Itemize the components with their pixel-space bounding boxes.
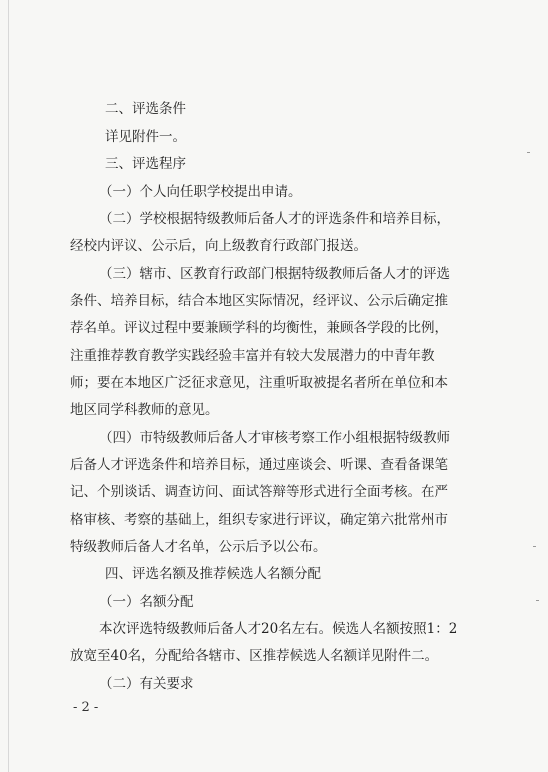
body-line: 经校内评议、公示后，向上级教育行政部门报送。 <box>70 238 367 254</box>
scan-speck <box>527 152 530 153</box>
body-line: 后备人才评选条件和培养目标，通过座谈会、听课、查看备课笔 <box>70 457 448 473</box>
section-heading-procedure: 三、评选程序 <box>105 156 186 172</box>
body-line: 荐名单。评议过程中要兼顾学科的均衡性，兼顾各学段的比例， <box>70 320 448 336</box>
body-line: （四）市特级教师后备人才审核考察工作小组根据特级教师 <box>99 430 450 446</box>
body-line: 本次评选特级教师后备人才20名左右。候选人名额按照1：2 <box>99 621 458 637</box>
scan-speck <box>536 600 539 601</box>
body-line: 师；要在本地区广泛征求意见，注重听取被提名者所在单位和本 <box>70 375 448 391</box>
body-line: 格审核、考察的基础上，组织专家进行评议，确定第六批常州市 <box>70 512 448 528</box>
section-heading-quota: 四、评选名额及推荐候选人名额分配 <box>105 566 321 582</box>
body-line: 条件、培养目标，结合本地区实际情况，经评议、公示后确定推 <box>70 293 448 309</box>
body-line: 放宽至40名，分配给各辖市、区推荐候选人名额详见附件二。 <box>70 648 439 664</box>
section-heading-criteria: 二、评选条件 <box>105 101 186 117</box>
body-line: 详见附件一。 <box>105 129 186 145</box>
body-line: 特级教师后备人才名单，公示后予以公布。 <box>70 539 327 555</box>
body-line: （二）学校根据特级教师后备人才的评选条件和培养目标， <box>99 211 450 227</box>
page-number: - 2 - <box>73 700 99 715</box>
body-line: 注重推荐教育教学实践经验丰富并有较大发展潜力的中青年教 <box>70 348 435 364</box>
subsection-heading: （一）名额分配 <box>99 594 194 610</box>
body-line: 记、个别谈话、调查访问、面试答辩等形式进行全面考核。在严 <box>70 484 448 500</box>
body-line: （三）辖市、区教育行政部门根据特级教师后备人才的评选 <box>99 266 450 282</box>
body-line: （一）个人向任职学校提出申请。 <box>99 184 302 200</box>
subsection-heading: （二）有关要求 <box>99 676 194 692</box>
scan-edge-line <box>8 0 9 772</box>
scan-speck <box>533 546 536 547</box>
body-line: 地区同学科教师的意见。 <box>70 402 219 418</box>
